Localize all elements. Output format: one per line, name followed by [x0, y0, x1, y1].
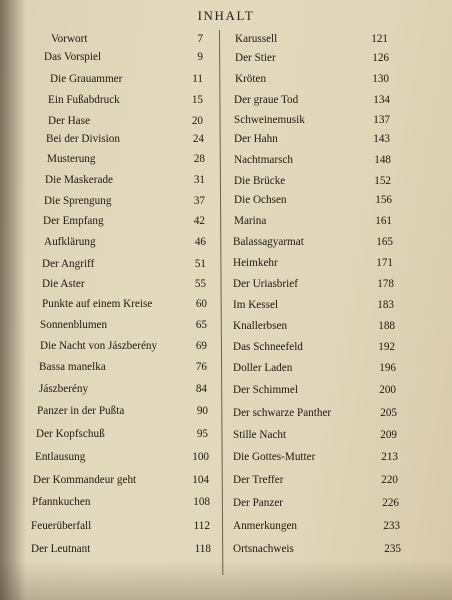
toc-entry-page: 121 — [371, 33, 388, 45]
toc-entry — [48, 115, 203, 131]
toc-entry-title: Der Treffer — [233, 474, 284, 486]
toc-entry-title: Ein Fußabdruck — [48, 94, 120, 106]
toc-entry — [233, 474, 398, 490]
toc-entry-title: Karussell — [235, 33, 278, 45]
toc-entry — [233, 278, 394, 294]
toc-entry-page: 55 — [194, 278, 206, 290]
toc-entry-title: Die Nacht von Jászberény — [40, 340, 158, 352]
toc-entry — [233, 497, 399, 513]
toc-entry-title: Der Hase — [48, 115, 90, 127]
toc-entry-title: Aufklärung — [44, 236, 96, 248]
toc-entry-page: 11 — [192, 73, 203, 85]
toc-entry-title: Die Sprengung — [44, 195, 112, 207]
toc-entry — [235, 33, 388, 49]
toc-entry-title: Der Empfang — [43, 215, 104, 227]
toc-entry — [50, 73, 203, 89]
toc-entry-title: Balassagyarmat — [233, 236, 304, 248]
toc-entry-page: 7 — [197, 33, 203, 45]
spine-shadow — [0, 0, 26, 600]
toc-entry — [234, 133, 390, 149]
toc-entry — [233, 543, 401, 559]
toc-entry-page: 148 — [374, 154, 391, 166]
toc-entry-title: Die Brücke — [234, 175, 286, 187]
toc-entry — [44, 236, 206, 252]
toc-entry-title: Feuerüberfall — [31, 520, 92, 532]
toc-entry-page: 46 — [194, 236, 206, 248]
toc-entry-title: Schweinemusik — [234, 114, 305, 126]
toc-entry — [33, 474, 209, 490]
toc-entry-title: Der Schimmel — [233, 384, 298, 396]
toc-entry — [235, 73, 389, 89]
toc-entry — [40, 319, 207, 335]
toc-entry — [233, 520, 400, 536]
toc-entry-title: Ortsnachweis — [233, 543, 294, 555]
toc-entry-title: Der Kommandeur geht — [33, 474, 137, 486]
column-divider — [219, 30, 223, 575]
toc-entry-page: 20 — [191, 115, 203, 127]
toc-entry-title: Punkte auf einem Kreise — [42, 298, 153, 310]
toc-entry-title: Der Panzer — [233, 497, 284, 509]
toc-entry — [42, 258, 206, 274]
toc-entry — [40, 340, 207, 356]
toc-entry — [233, 362, 396, 378]
toc-entry-page: 183 — [377, 299, 394, 311]
toc-entry-title: Die Grauammer — [50, 73, 123, 85]
toc-entry-title: Entlausung — [35, 451, 86, 463]
toc-entry-page: 235 — [384, 543, 401, 555]
toc-entry-page: 69 — [195, 340, 207, 352]
toc-entry-title: Bassa manelka — [39, 361, 106, 373]
toc-entry-page: 100 — [192, 451, 209, 463]
toc-entry — [43, 215, 205, 231]
toc-entry-page: 65 — [195, 319, 207, 331]
toc-entry-page: 165 — [376, 236, 393, 248]
toc-entry-title: Die Maskerade — [45, 174, 114, 186]
toc-entry — [235, 52, 389, 68]
toc-entry-title: Der schwarze Panther — [233, 407, 332, 419]
toc-entry-page: 112 — [193, 520, 210, 532]
toc-entry-title: Der Leutnant — [31, 543, 91, 555]
toc-entry-page: 108 — [193, 496, 210, 508]
toc-entry-title: Das Vorspiel — [44, 51, 102, 63]
toc-entry-title: Nachtmarsch — [234, 154, 294, 166]
toc-entry-title: Doller Laden — [233, 362, 293, 374]
toc-entry-page: 213 — [381, 451, 398, 463]
toc-entry-page: 161 — [375, 215, 392, 227]
toc-entry-page: 192 — [378, 341, 395, 353]
toc-entry — [35, 451, 209, 467]
toc-entry-title: Kröten — [235, 73, 267, 85]
toc-entry-title: Die Aster — [42, 278, 85, 290]
toc-entry — [39, 361, 207, 377]
toc-entry-page: 95 — [196, 428, 208, 440]
toc-entry — [233, 384, 396, 400]
toc-entry-page: 196 — [379, 362, 396, 374]
toc-entry — [233, 451, 398, 467]
toc-entry — [233, 236, 393, 252]
toc-entry-title: Der Angriff — [42, 258, 95, 270]
toc-entry — [36, 428, 208, 444]
toc-entry — [233, 407, 397, 423]
toc-entry — [42, 298, 207, 314]
toc-entry-page: 118 — [194, 543, 211, 555]
toc-entry-title: Pfannkuchen — [32, 496, 91, 508]
toc-entry — [45, 174, 205, 190]
toc-entry-page: 76 — [195, 361, 207, 373]
toc-entry — [31, 520, 210, 536]
toc-entry — [44, 195, 205, 211]
toc-entry-page: 200 — [379, 384, 396, 396]
toc-entry — [234, 215, 392, 231]
toc-entry — [234, 194, 392, 210]
toc-entry — [32, 496, 210, 512]
toc-entry-page: 205 — [380, 407, 397, 419]
toc-entry — [48, 94, 203, 110]
toc-entry-title: Der Stier — [235, 52, 276, 64]
toc-entry — [31, 543, 211, 559]
toc-entry-title: Musterung — [47, 153, 96, 165]
toc-entry-title: Der graue Tod — [234, 94, 299, 106]
toc-entry-title: Bei der Division — [46, 133, 120, 145]
toc-entry-page: 31 — [193, 174, 205, 186]
toc-entry-page: 42 — [193, 215, 205, 227]
toc-entry-page: 137 — [373, 114, 390, 126]
toc-entry-page: 90 — [196, 405, 208, 417]
toc-entry — [234, 114, 390, 130]
toc-entry-title: Jászberény — [39, 383, 89, 395]
toc-entry-page: 126 — [372, 52, 389, 64]
toc-entry-title: Im Kessel — [233, 299, 279, 311]
toc-entry — [44, 51, 203, 67]
toc-entry-page: 171 — [376, 257, 393, 269]
page-title: INHALT — [197, 8, 255, 23]
toc-entry — [233, 257, 393, 273]
toc-entry — [46, 133, 204, 149]
toc-entry-page: 178 — [377, 278, 394, 290]
toc-entry-title: Der Uriasbrief — [233, 278, 298, 290]
toc-entry-page: 104 — [192, 474, 209, 486]
toc-entry — [51, 33, 203, 49]
toc-entry-title: Knallerbsen — [233, 320, 288, 332]
toc-entry-title: Vorwort — [51, 33, 88, 45]
toc-entry — [233, 341, 395, 357]
toc-entry-page: 220 — [381, 474, 398, 486]
toc-entry — [42, 278, 206, 294]
toc-entry-title: Der Hahn — [234, 133, 278, 145]
toc-entry-page: 51 — [194, 258, 206, 270]
toc-entry-title: Marina — [234, 215, 267, 227]
toc-entry-title: Panzer in der Pußta — [37, 405, 125, 417]
toc-entry-page: 24 — [192, 133, 204, 145]
toc-entry-title: Anmerkungen — [233, 520, 298, 532]
toc-entry-title: Das Schneefeld — [233, 341, 303, 353]
toc-entry — [39, 383, 207, 399]
toc-entry-page: 143 — [373, 133, 390, 145]
page-bottom-shadow — [0, 560, 452, 600]
toc-entry-title: Stille Nacht — [233, 429, 287, 441]
toc-entry — [47, 153, 205, 169]
toc-entry — [233, 320, 395, 336]
toc-entry-page: 84 — [195, 383, 207, 395]
toc-entry-page: 9 — [197, 51, 203, 63]
toc-entry — [233, 299, 394, 315]
toc-entry-page: 233 — [383, 520, 400, 532]
toc-entry-page: 188 — [378, 320, 395, 332]
toc-entry-page: 15 — [191, 94, 203, 106]
toc-entry — [234, 94, 390, 110]
toc-entry-title: Sonnenblumen — [40, 319, 108, 331]
toc-entry-page: 37 — [193, 195, 205, 207]
toc-entry-page: 226 — [382, 497, 399, 509]
toc-entry-page: 28 — [193, 153, 205, 165]
toc-entry-title: Heimkehr — [233, 257, 278, 269]
toc-entry — [234, 154, 391, 170]
toc-entry-page: 60 — [195, 298, 207, 310]
toc-entry — [234, 175, 391, 191]
toc-entry — [233, 429, 397, 445]
toc-entry-title: Die Gottes-Mutter — [233, 451, 316, 463]
toc-entry-page: 152 — [374, 175, 391, 187]
toc-entry — [37, 405, 208, 421]
toc-entry-page: 130 — [372, 73, 389, 85]
toc-entry-page: 134 — [373, 94, 390, 106]
toc-entry-title: Der Kopfschuß — [36, 428, 105, 440]
toc-entry-page: 156 — [375, 194, 392, 206]
toc-entry-page: 209 — [380, 429, 397, 441]
toc-entry-title: Die Ochsen — [234, 194, 287, 206]
